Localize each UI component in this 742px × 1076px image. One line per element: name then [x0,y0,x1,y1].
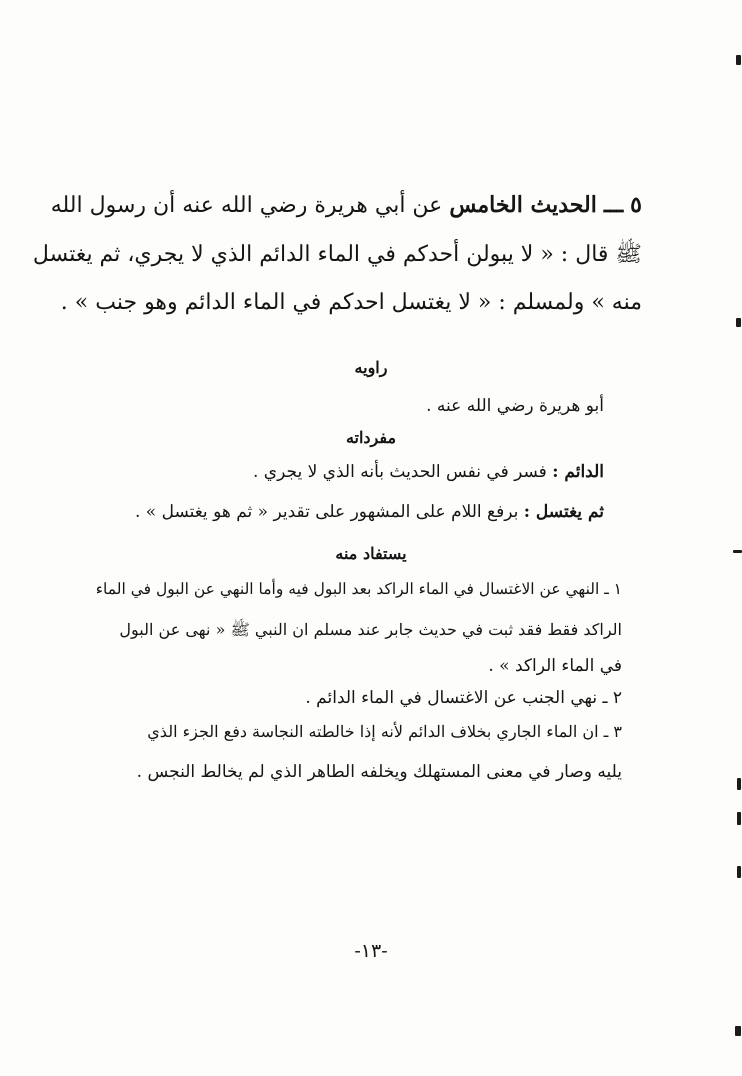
hadith-heading: الحديث الخامس [449,192,597,218]
salutation-glyph-2: ﷺ [230,620,250,639]
lesson-1-line-2-text: الراكد فقط فقد ثبت في حديث جابر عند مسلم ان النبي [254,620,622,639]
scan-edge-mark [735,1026,741,1036]
lesson-1-line-3: في الماء الراكد » . [488,656,622,676]
scan-edge-mark [736,55,741,65]
salutation-glyph: ﷺ [615,242,642,267]
lesson-1-line-1: ١ ـ النهي عن الاغتسال في الماء الراكد بعد البول فيه وأما النهي عن البول في الماء [95,580,622,598]
hadith-line-1 [51,192,642,218]
hadith-line-1-text: عن أبي هريرة رضي الله عنه أن رسول الله [50,193,443,218]
page-number: -١٣- [354,940,388,962]
narrator-text: أبو هريرة رضي الله عنه . [426,396,604,416]
scan-edge-mark [737,812,741,825]
scan-edge-mark [737,866,741,878]
lesson-2: ٢ ـ نهي الجنب عن الاغتسال في الماء الدائم . [305,688,622,708]
vocabulary-term-1: الدائم : [552,462,604,482]
vocabulary-text-1: فسر في نفس الحديث بأنه الذي لا يجري . [252,462,547,482]
hadith-number: ٥ [630,192,642,218]
scan-edge-mark [736,318,741,327]
vocabulary-item-2 [135,502,604,522]
hadith-line-2 [33,240,642,272]
lesson-3-line-1: ٣ ـ ان الماء الجاري بخلاف الدائم لأنه إذا خالطته النجاسة دفع الجزء الذي [147,722,622,741]
lesson-1-line-2 [119,620,622,643]
lesson-3-line-2: يليه وصار في معنى المستهلك ويخلفه الطاهر الذي لم يخالط النجس . [136,762,622,782]
vocabulary-text-2: برفع اللام على المشهور على تقدير « ثم هو يغتسل » . [134,502,519,522]
vocabulary-term-2: ثم يغتسل : [523,502,604,522]
scan-edge-mark [737,778,741,790]
hadith-dash: ـــ [603,192,624,218]
lesson-1-line-2-quote: « نهى عن البول [119,620,226,639]
lessons-heading: يستفاد منه [335,544,407,563]
narrator-heading: راويه [354,358,388,377]
vocabulary-heading: مفرداته [345,428,397,447]
hadith-line-3: منه » ولمسلم : « لا يغتسل احدكم في الماء الدائم وهو جنب » . [60,290,642,315]
vocabulary-item-1 [253,462,604,482]
hadith-line-2-text: قال : « لا يبولن أحدكم في الماء الدائم الذي لا يجري، ثم يغتسل [32,242,609,267]
scan-edge-mark [733,550,742,553]
